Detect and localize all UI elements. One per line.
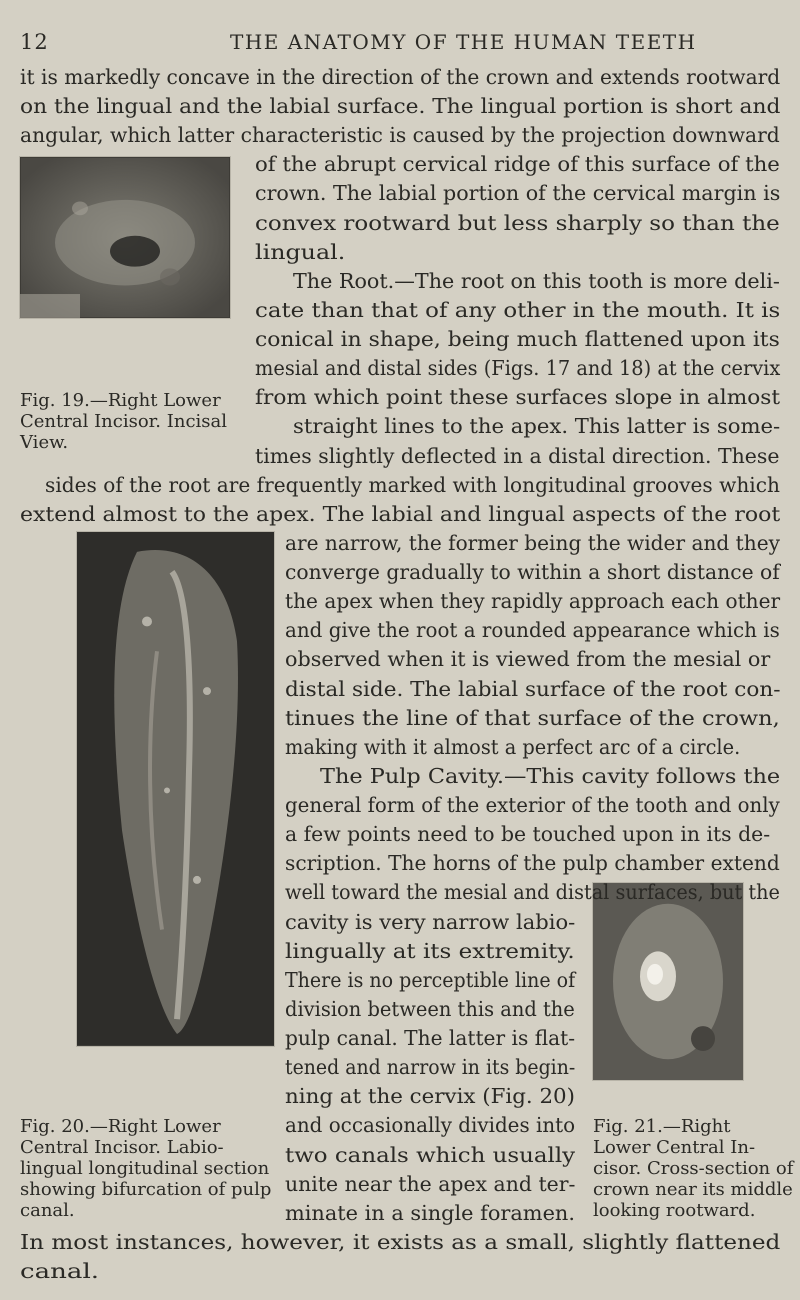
body-line: are narrow, the former being the wider and they (285, 530, 780, 555)
body-line: observed when it is viewed from the mesial or (285, 647, 771, 672)
body-line: straight lines to the apex. This latter is some- (293, 414, 781, 439)
body-line: making with it almost a perfect arc of a circle. (285, 734, 741, 759)
body-line: cavity is very narrow labio- (285, 909, 576, 934)
figure-20-caption-line: Central Incisor. Labio- (20, 1137, 224, 1159)
figure-20-caption-line: Fig. 20.—Right Lower (20, 1116, 221, 1138)
figure-19-caption (20, 390, 227, 453)
body-line: on the lingual and the labial surface. The lingual portion is short and (20, 94, 781, 119)
body-line: general form of the exterior of the tooth and only (285, 793, 780, 818)
body-line: There is no perceptible line of (285, 967, 576, 992)
body-line: tened and narrow in its begin- (285, 1055, 576, 1080)
body-line: well toward the mesial and distal surfaces, but the (285, 880, 780, 905)
body-line: from which point these surfaces slope in almost (255, 385, 781, 410)
body-line: and occasionally divides into (285, 1113, 576, 1138)
figure-19-caption-line: Central Incisor. Incisal (20, 411, 228, 433)
figure-20-image (77, 532, 274, 1046)
body-line: scription. The horns of the pulp chamber extend (285, 851, 780, 876)
body-line: cate than that of any other in the mouth. It is (255, 297, 781, 322)
body-line: of the abrupt cervical ridge of this surface of the (255, 152, 780, 177)
figure-19-caption-line: Fig. 19.—Right Lower (20, 390, 221, 412)
body-line: distal side. The labial surface of the root con- (285, 676, 781, 701)
figure-19-caption-line: View. (20, 432, 69, 454)
body-line: lingual. (255, 239, 346, 264)
body-line: tinues the line of that surface of the crown, (285, 705, 780, 730)
figure-20-caption-line: lingual longitudinal section (20, 1158, 270, 1180)
figure-20-caption-line: canal. (20, 1200, 75, 1222)
body-line: pulp canal. The latter is flat- (285, 1026, 576, 1051)
page-header (20, 30, 780, 56)
body-line: ning at the cervix (Fig. 20) (285, 1084, 575, 1109)
body-line: times slightly deflected in a distal direction. These (255, 443, 780, 468)
figure-21-caption-line: cisor. Cross-section of (593, 1158, 794, 1180)
body-line: minate in a single foramen. (285, 1200, 575, 1225)
body-line: The Pulp Cavity.—This cavity follows the (320, 763, 781, 788)
body-line: angular, which latter characteristic is caused by the projection downward (20, 123, 780, 148)
figure-20-caption (20, 1116, 271, 1221)
figure-19-image (20, 157, 230, 318)
figure-20-caption-line: showing bifurcation of pulp (20, 1179, 272, 1201)
figure-21-caption-line: crown near its middle (593, 1179, 793, 1201)
body-line: conical in shape, being much flattened upon its (255, 327, 780, 352)
body-line: The Root.—The root on this tooth is more deli- (293, 268, 780, 293)
page-number: 12 (20, 30, 49, 54)
body-line: the apex when they rapidly approach each other (285, 589, 781, 614)
body-line: lingually at its extremity. (285, 938, 575, 963)
body-line: mesial and distal sides (Figs. 17 and 18) at the cervix (255, 356, 781, 381)
body-line: division between this and the (285, 996, 575, 1021)
body-line: two canals which usually (285, 1142, 576, 1167)
figure-21-image (593, 883, 743, 1080)
figure-21-caption-line: looking rootward. (593, 1200, 756, 1222)
body-line: it is markedly concave in the direction of the crown and extends rootward (20, 65, 781, 89)
body-line: a few points need to be touched upon in its de- (285, 822, 771, 847)
body-line: extend almost to the apex. The labial and lingual aspects of the root (20, 501, 781, 526)
body-line: converge gradually to within a short distance of (285, 560, 780, 585)
body-line: and give the root a rounded appearance which is (285, 618, 780, 643)
figure-21-caption-line: Lower Central In- (593, 1137, 756, 1159)
figure-21-caption-line: Fig. 21.—Right (593, 1116, 731, 1138)
body-line: crown. The labial portion of the cervical margin is (255, 181, 781, 206)
running-title: THE ANATOMY OF THE HUMAN TEETH (230, 30, 697, 54)
body-line: canal. (20, 1259, 100, 1283)
body-line: In most instances, however, it exists as a small, slightly flattened (20, 1229, 781, 1254)
figure-21-caption (593, 1116, 793, 1221)
body-line: unite near the apex and ter- (285, 1171, 576, 1196)
body-line: convex rootward but less sharply so than the (255, 210, 780, 235)
body-line: sides of the root are frequently marked with longitudinal grooves which (45, 472, 780, 497)
